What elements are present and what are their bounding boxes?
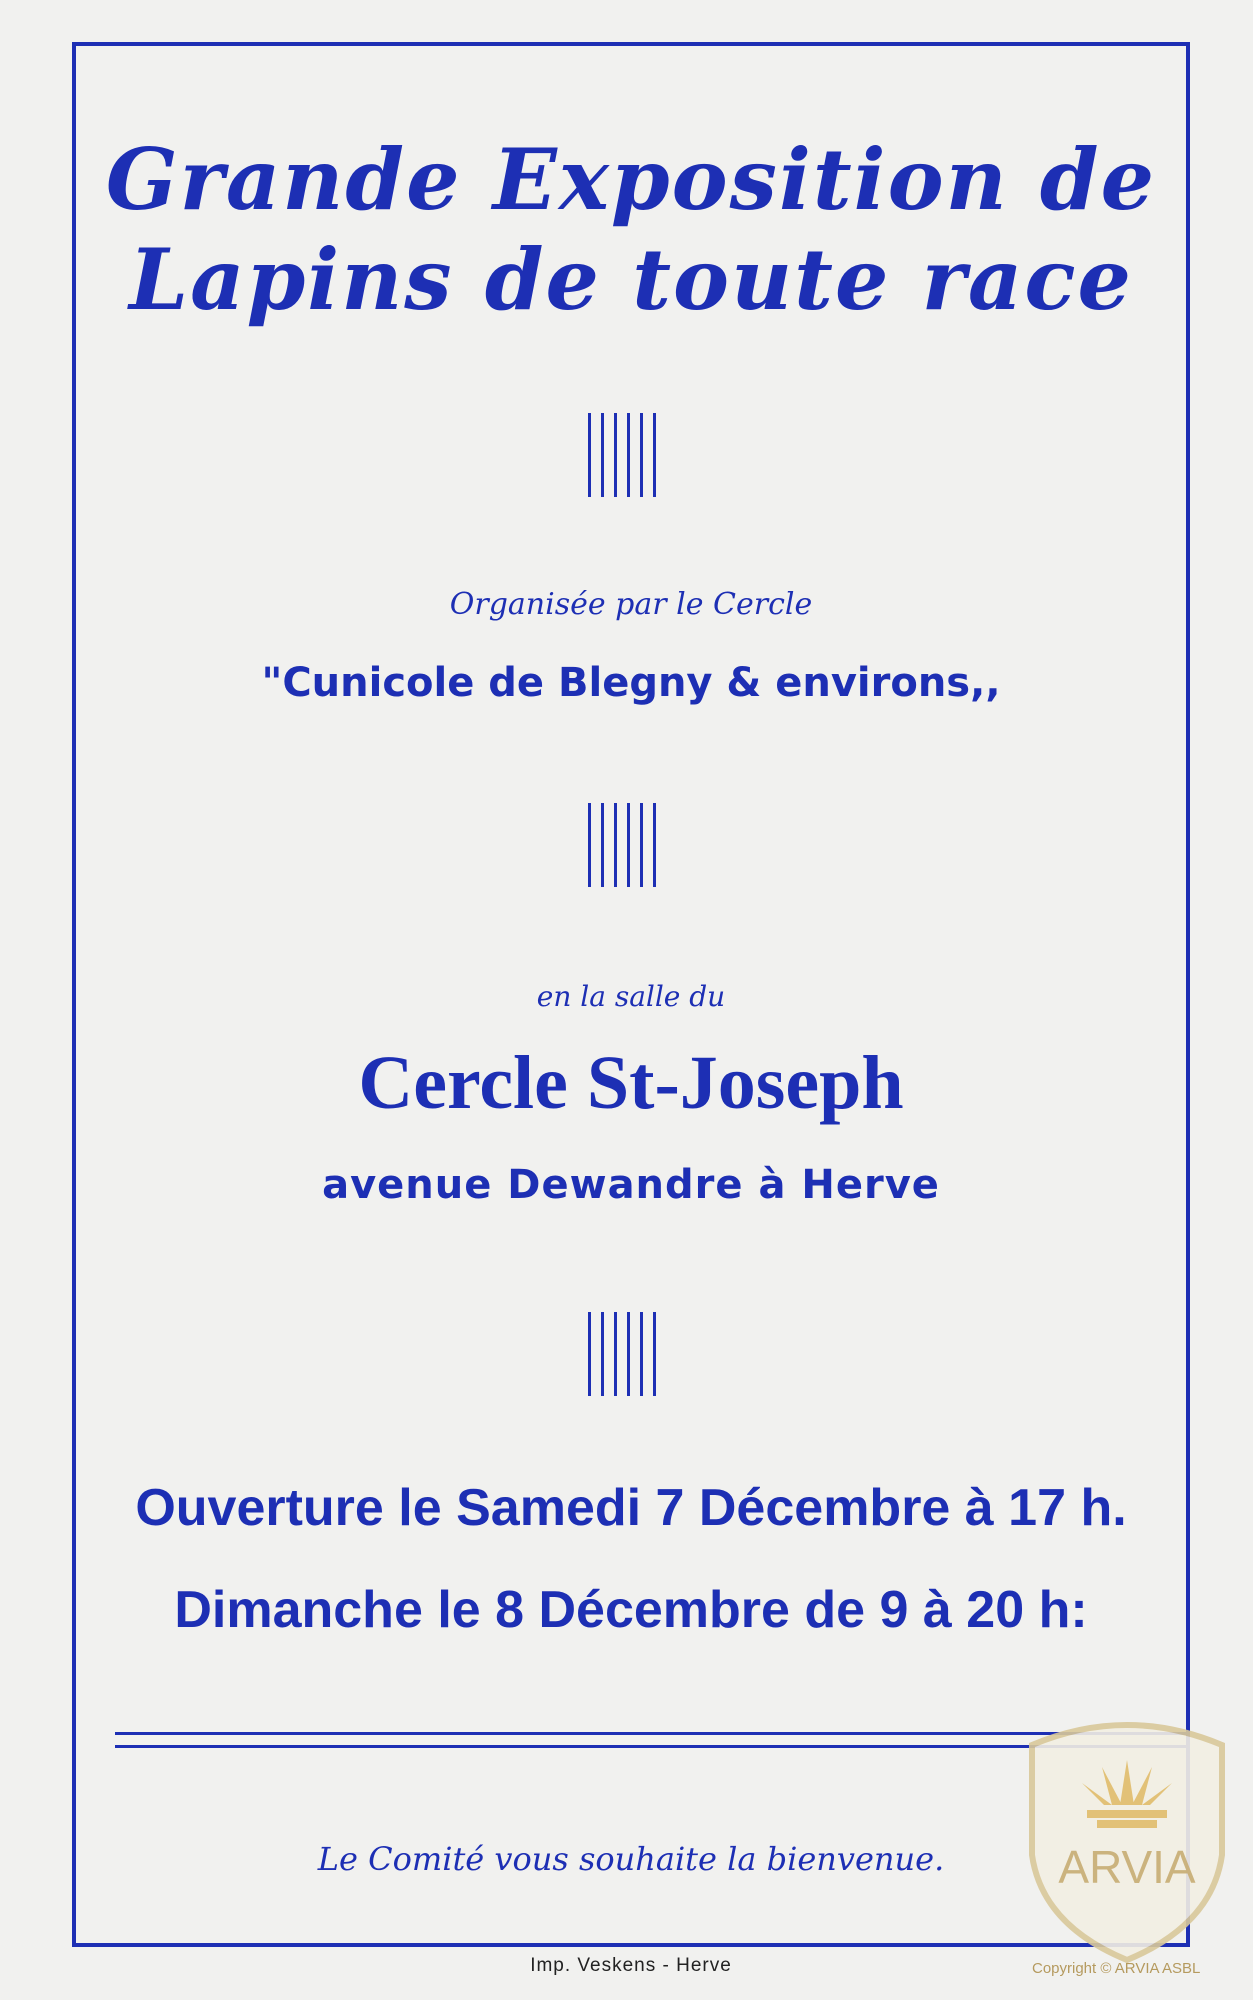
schedule-line-2: Dimanche le 8 Décembre de 9 à 20 h: <box>174 1581 1088 1639</box>
divider-bars-2 <box>588 803 668 887</box>
copyright-notice: Copyright © ARVIA ASBL <box>1032 1960 1201 1977</box>
printer-credit: Imp. Veskens - Herve <box>530 1955 732 1976</box>
venue-name: Cercle St-Joseph <box>358 1041 904 1125</box>
welcome-message: Le Comité vous souhaite la bienvenue. <box>317 1840 945 1878</box>
divider-bars-3 <box>588 1312 668 1396</box>
organizer-name: "Cunicole de Blegny & environs,, <box>261 660 1001 706</box>
title-line-1: Grande Exposition de <box>105 130 1157 229</box>
arvia-logo <box>1012 1705 1242 1965</box>
logo-text: ARVIA <box>1058 1841 1196 1893</box>
venue-address: avenue Dewandre à Herve <box>322 1162 940 1208</box>
venue-intro: en la salle du <box>536 980 726 1013</box>
schedule-line-1: Ouverture le Samedi 7 Décembre à 17 h. <box>135 1479 1127 1537</box>
divider-bars-1 <box>588 413 668 497</box>
title-line-2: Lapins de toute race <box>129 230 1133 329</box>
organizer-intro: Organisée par le Cercle <box>449 587 813 622</box>
